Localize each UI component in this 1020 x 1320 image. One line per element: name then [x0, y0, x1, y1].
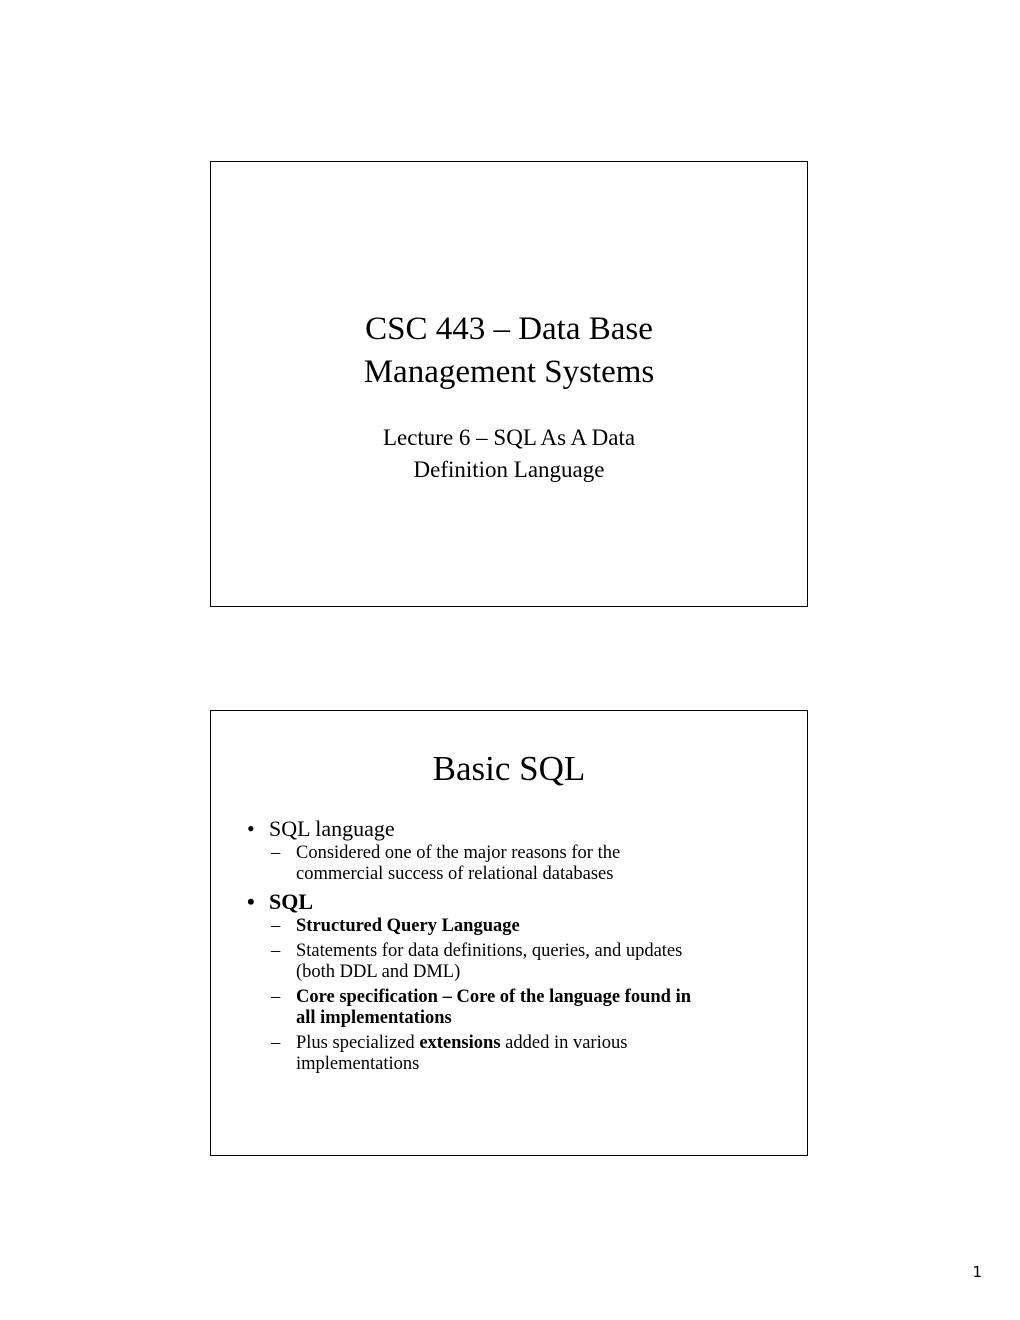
bullet-item	[247, 889, 787, 915]
bullet-item	[247, 816, 787, 842]
sub-bullet-line: Considered one of the major reasons for the	[296, 843, 621, 863]
sub-bullet-item	[247, 941, 787, 983]
dash-marker: –	[271, 1033, 281, 1053]
bullet-text: SQL language	[269, 816, 395, 841]
slide-1-title	[211, 308, 807, 394]
dash-marker: –	[271, 843, 281, 863]
sub-bullet-item	[247, 1033, 787, 1075]
sub-bullet-line	[296, 1033, 787, 1054]
sub-bullet-line: all implementations	[296, 1008, 452, 1028]
sub-bullet-line: (both DDL and DML)	[296, 962, 461, 982]
text-run: added in various	[500, 1033, 628, 1053]
title-line-1: CSC 443 – Data Base	[365, 311, 653, 347]
bullet-marker: •	[247, 816, 255, 841]
bullet-marker: •	[247, 889, 255, 914]
dash-marker: –	[271, 987, 281, 1007]
slide-2	[210, 710, 808, 1156]
sub-bullet-line: implementations	[296, 1054, 420, 1074]
sub-bullet-item	[247, 843, 787, 885]
dash-marker: –	[271, 916, 281, 936]
sub-bullet-line: Core specification – Core of the language found in	[296, 987, 692, 1007]
text-run: Plus specialized	[296, 1033, 420, 1053]
slide-1-subtitle	[211, 422, 807, 486]
bullet-text: SQL	[269, 889, 314, 914]
subtitle-line-2: Definition Language	[413, 457, 605, 482]
sub-bullet-item	[247, 987, 787, 1029]
sub-bullet-line: Structured Query Language	[296, 916, 520, 936]
title-line-2: Management Systems	[363, 354, 655, 390]
sub-bullet-item	[247, 916, 787, 937]
subtitle-line-1: Lecture 6 – SQL As A Data	[382, 425, 636, 450]
emphasis-extensions: extensions	[419, 1033, 501, 1053]
slide-2-title: Basic SQL	[432, 749, 586, 788]
bullet-list	[247, 816, 787, 1079]
sub-bullet-line: Statements for data definitions, queries, and updates	[296, 941, 683, 961]
slide-1	[210, 161, 808, 607]
dash-marker: –	[271, 941, 281, 961]
sub-bullet-line: commercial success of relational databases	[296, 864, 614, 884]
page-number: 1	[972, 1263, 982, 1281]
